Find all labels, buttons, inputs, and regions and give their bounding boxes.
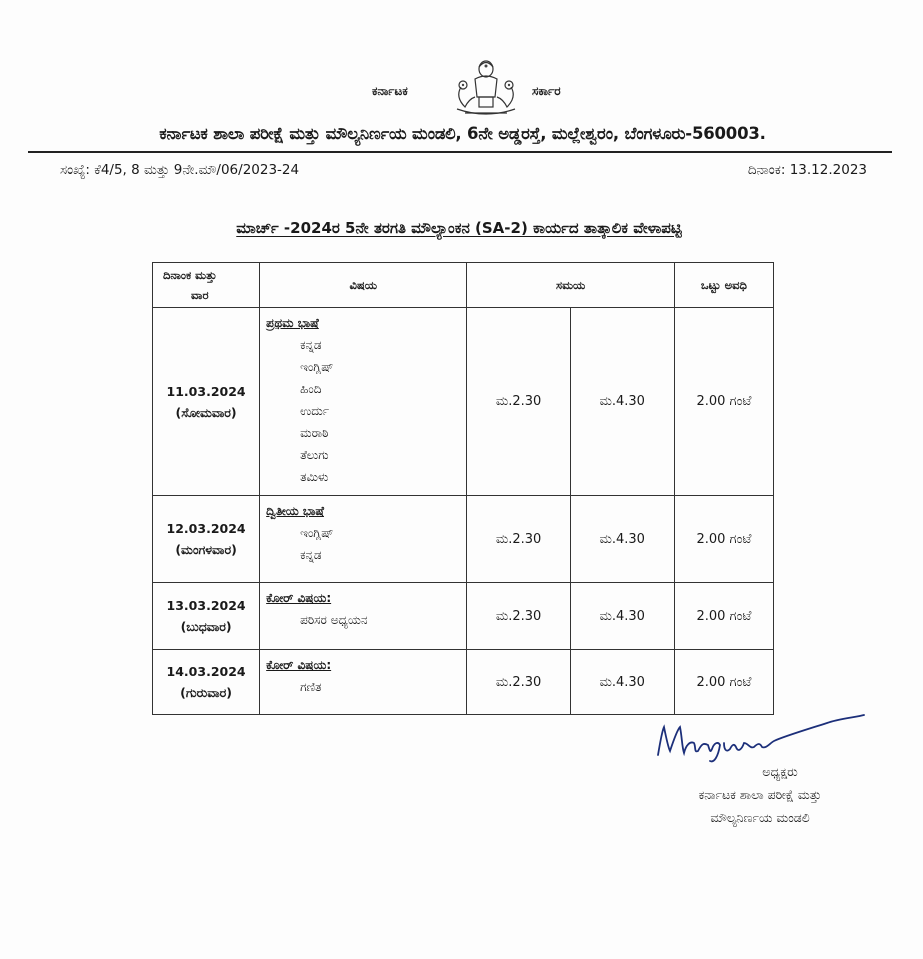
signatory-block bbox=[640, 760, 880, 829]
exam-date: 12.03.2024 bbox=[166, 521, 246, 536]
handwritten-signature bbox=[652, 713, 872, 763]
header-duration: ಒಟ್ಟು ಅವಧಿ bbox=[674, 263, 773, 308]
table-header-row bbox=[153, 263, 774, 308]
date-cell bbox=[153, 496, 260, 583]
table-row bbox=[153, 496, 774, 583]
subject-item: ತಮಿಳು bbox=[300, 470, 329, 484]
exam-day: (ಸೋಮವಾರ) bbox=[175, 404, 237, 420]
subject-item: ಗಣಿತ bbox=[300, 680, 322, 694]
document-title: ಮಾರ್ಚ್ -2024ರ 5ನೇ ತರಗತಿ ಮೌಲ್ಯಾಂಕನ (SA-2) ಕಾರ್ಯದ ತಾತ್ಕಾಲಿಕ ವೇಳಾಪಟ್ಟಿ bbox=[236, 219, 682, 237]
total-duration: 2.00 ಗಂಟೆ bbox=[674, 583, 773, 650]
subject-item: ಪರಿಸರ ಅಧ್ಯಯನ bbox=[300, 613, 368, 627]
signatory-designation: ಅಧ್ಯಕ್ಷರು bbox=[762, 764, 798, 779]
subject-cell bbox=[260, 308, 467, 496]
end-time: ಮ.4.30 bbox=[570, 650, 674, 715]
signatory-org-line2: ಮೌಲ್ಯನಿರ್ಣಯ ಮಂಡಲಿ bbox=[710, 810, 810, 825]
header-right-word: ಸರ್ಕಾರ bbox=[532, 84, 561, 98]
end-time: ಮ.4.30 bbox=[570, 308, 674, 496]
header-subject: ವಿಷಯ bbox=[260, 263, 467, 308]
end-time: ಮ.4.30 bbox=[570, 496, 674, 583]
header-date-line1: ದಿನಾಂಕ ಮತ್ತು bbox=[163, 268, 217, 282]
date-cell bbox=[153, 650, 260, 715]
subject-group-heading: ಕೋರ್ ವಿಷಯ: bbox=[266, 658, 332, 672]
total-duration: 2.00 ಗಂಟೆ bbox=[674, 496, 773, 583]
subject-group-heading: ಕೋರ್ ವಿಷಯ: bbox=[266, 591, 332, 605]
board-address: ಕರ್ನಾಟಕ ಶಾಲಾ ಪರೀಕ್ಷೆ ಮತ್ತು ಮೌಲ್ಯನಿರ್ಣಯ ಮಂಡಲಿ, 6ನೇ ಅಡ್ಡರಸ್ತೆ, ಮಲ್ಲೇಶ್ವರಂ, ಬೆಂಗಳೂರು-560003. bbox=[159, 124, 766, 143]
exam-date: 11.03.2024 bbox=[166, 383, 246, 399]
subject-item: ಕನ್ನಡ bbox=[300, 548, 322, 562]
end-time: ಮ.4.30 bbox=[570, 583, 674, 650]
header-time: ಸಮಯ bbox=[467, 263, 674, 308]
date-cell bbox=[153, 583, 260, 650]
subject-item: ಉರ್ದು bbox=[300, 404, 330, 418]
header-divider bbox=[28, 151, 892, 153]
state-emblem-icon bbox=[449, 57, 523, 119]
start-time: ಮ.2.30 bbox=[467, 308, 570, 496]
signatory-org-line1: ಕರ್ನಾಟಕ ಶಾಲಾ ಪರೀಕ್ಷೆ ಮತ್ತು bbox=[698, 787, 822, 802]
subject-cell bbox=[260, 583, 467, 650]
subject-item: ಮರಾಠಿ bbox=[300, 426, 329, 440]
subject-item: ಇಂಗ್ಲಿಷ್ bbox=[300, 360, 334, 374]
header-date-day bbox=[153, 263, 260, 308]
reference-number: ಸಂಖ್ಯೆ: ಕೆ4/5, 8 ಮತ್ತು 9ನೇ.ಮೌ/06/2023-24 bbox=[60, 162, 300, 178]
table-row bbox=[153, 650, 774, 715]
subject-cell bbox=[260, 496, 467, 583]
start-time: ಮ.2.30 bbox=[467, 583, 570, 650]
exam-day: (ಬುಧವಾರ) bbox=[180, 619, 232, 634]
exam-date: 14.03.2024 bbox=[166, 664, 246, 679]
subject-item: ಕನ್ನಡ bbox=[300, 338, 322, 352]
subject-group-heading: ಪ್ರಥಮ ಭಾಷೆ bbox=[266, 316, 319, 330]
header-left-word: ಕರ್ನಾಟಕ bbox=[372, 84, 408, 98]
issue-date: ದಿನಾಂಕ: 13.12.2023 bbox=[747, 162, 867, 178]
subject-item: ತೆಲುಗು bbox=[300, 448, 329, 462]
exam-timetable bbox=[152, 262, 774, 715]
header-date-line2: ವಾರ bbox=[191, 288, 209, 302]
exam-day: (ಮಂಗಳವಾರ) bbox=[175, 542, 237, 557]
total-duration: 2.00 ಗಂಟೆ bbox=[674, 308, 773, 496]
subject-cell bbox=[260, 650, 467, 715]
subject-group-heading: ದ್ವಿತೀಯ ಭಾಷೆ bbox=[266, 504, 324, 518]
exam-day: (ಗುರುವಾರ) bbox=[180, 685, 232, 700]
date-cell bbox=[153, 308, 260, 496]
subject-item: ಹಿಂದಿ bbox=[300, 382, 322, 396]
start-time: ಮ.2.30 bbox=[467, 496, 570, 583]
exam-date: 13.03.2024 bbox=[166, 598, 246, 613]
table-row bbox=[153, 308, 774, 496]
total-duration: 2.00 ಗಂಟೆ bbox=[674, 650, 773, 715]
subject-item: ಇಂಗ್ಲಿಷ್ bbox=[300, 526, 334, 540]
table-row bbox=[153, 583, 774, 650]
start-time: ಮ.2.30 bbox=[467, 650, 570, 715]
